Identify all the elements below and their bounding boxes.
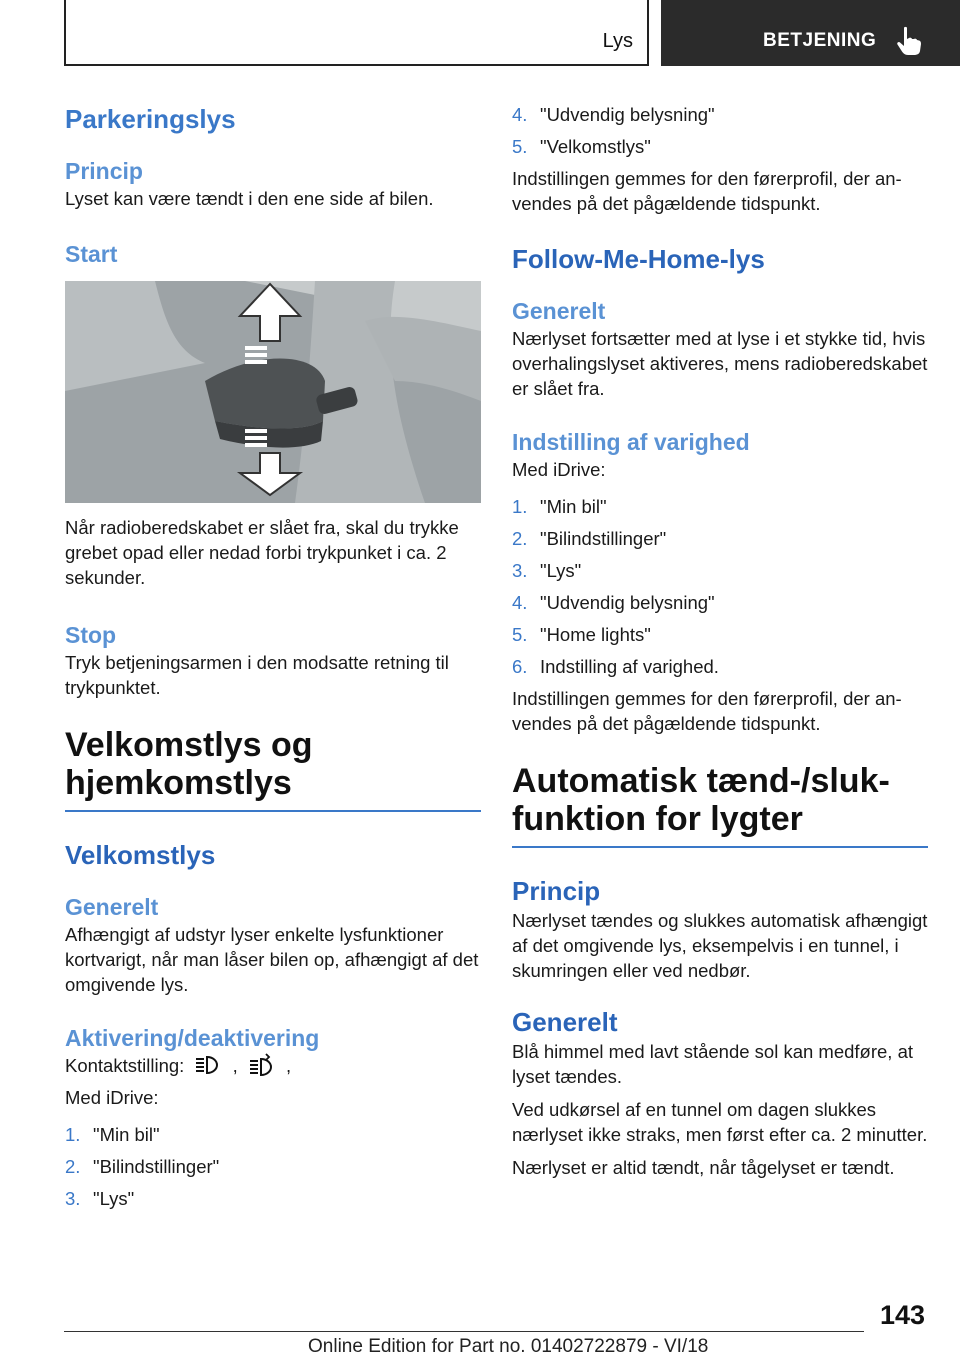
step-text: "Lys" (540, 560, 582, 581)
step-number: 6. (512, 656, 528, 677)
auto-generelt-text-1: Blå himmel med lavt stående sol kan medføre, at lyset tændes. (512, 1041, 914, 1087)
step-number: 1. (65, 1124, 81, 1145)
heading-generelt-fmh: Generelt (512, 298, 606, 324)
step-text: "Home lights" (540, 624, 651, 645)
steps-list-continued (512, 102, 928, 159)
step-text: "Min bil" (540, 496, 607, 517)
footer-edition: Online Edition for Part no. 01402722879 - VI/18 (308, 1336, 709, 1357)
heading-generelt: Generelt (65, 894, 159, 920)
stop-text: Tryk betjeningsarmen i den modsatte retning til trykpunktet. (65, 652, 449, 698)
heading-auto-line2: funktion for lygter (512, 800, 803, 838)
header-section-title: Lys (602, 30, 633, 52)
header-section-box (64, 0, 649, 66)
left-column (65, 102, 481, 1218)
list-item (512, 102, 928, 127)
step-text: "Lys" (93, 1188, 135, 1209)
list-item (65, 1154, 481, 1179)
auto-generelt-text-2: Ved udkørsel af en tunnel om dagen slukkes nærlyset ikke straks, men først efter ca. 2 minutter. (512, 1099, 928, 1145)
kontakt-sep-1: , (232, 1055, 238, 1076)
heading-automatisk-lygter (512, 762, 928, 848)
kontakt-sep-2: , (286, 1055, 292, 1076)
stalk-illustration (65, 281, 481, 503)
steps-list-left (65, 1122, 481, 1211)
heading-velkomst-line1: Velkomstlys og (65, 726, 313, 764)
stalk-illustration-drawing (65, 281, 481, 503)
fmh-generelt-text: Nærlyset fortsætter med at lyse i et stykke tid, hvis overhalingslyset aktiveres, mens radioberedskabet er slået fra. (512, 328, 928, 399)
step-number: 4. (512, 104, 528, 125)
saved-text-1: Indstillingen gemmes for den førerprofil, der anvendes på det pågældende tidspunkt. (512, 168, 902, 214)
saved-text-2: Indstillingen gemmes for den førerprofil, der anvendes på det pågældende tidspunkt. (512, 688, 902, 734)
step-number: 4. (512, 592, 528, 613)
kontakt-line (65, 1053, 481, 1078)
footer-divider (64, 1331, 864, 1332)
idrive-label-left: Med iDrive: (65, 1087, 159, 1108)
step-text: "Bilindstillinger" (540, 528, 667, 549)
list-item (512, 558, 928, 583)
step-text: "Udvendig belysning" (540, 104, 715, 125)
heading-princip-auto: Princip (512, 876, 601, 906)
step-text: "Min bil" (93, 1124, 160, 1145)
list-item (65, 1186, 481, 1211)
list-item (65, 1122, 481, 1147)
auto-generelt-text-3: Nærlyset er altid tændt, når tågelyset er tændt. (512, 1157, 895, 1178)
header-chapter-title: BETJENING (763, 30, 877, 51)
step-number: 3. (512, 560, 528, 581)
page-number: 143 (880, 1300, 926, 1330)
heading-parkeringslys: Parkeringslys (65, 104, 236, 134)
ignition-radio-icon (193, 1053, 223, 1077)
idrive-label-right: Med iDrive: (512, 459, 606, 480)
heading-princip: Princip (65, 158, 143, 184)
steps-list-right (512, 494, 928, 679)
ignition-on-icon (247, 1053, 277, 1077)
step-number: 1. (512, 496, 528, 517)
kontakt-label: Kontaktstilling: (65, 1055, 185, 1076)
step-number: 2. (512, 528, 528, 549)
generelt-text: Afhængigt af udstyr lyser enkelte lysfunktioner kortvarigt, når man låser bilen op, afhængigt af det omgivende lys. (65, 924, 479, 995)
list-item (512, 654, 928, 679)
list-item (512, 494, 928, 519)
step-text: "Udvendig belysning" (540, 592, 715, 613)
heading-velkomstlys-hjemkomstlys (65, 726, 481, 812)
right-column (512, 102, 928, 1180)
step-text: "Bilindstillinger" (93, 1156, 220, 1177)
heading-auto-line1: Automatisk tænd-/sluk- (512, 762, 890, 800)
list-item (512, 526, 928, 551)
heading-start: Start (65, 241, 118, 267)
pointing-hand-icon (896, 26, 922, 56)
step-number: 5. (512, 624, 528, 645)
princip-text: Lyset kan være tændt i den ene side af bilen. (65, 188, 434, 209)
heading-generelt-auto: Generelt (512, 1007, 618, 1037)
header-chapter-box (661, 0, 960, 66)
step-number: 5. (512, 136, 528, 157)
list-item (512, 622, 928, 647)
heading-aktivering: Aktivering/deaktivering (65, 1025, 320, 1051)
heading-follow-me-home: Follow-Me-Home-lys (512, 244, 765, 274)
list-item (512, 134, 928, 159)
list-item (512, 590, 928, 615)
heading-indstilling-varighed: Indstilling af varighed (512, 429, 750, 455)
heading-velkomst-line2: hjemkomstlys (65, 764, 292, 802)
auto-princip-text: Nærlyset tændes og slukkes automatisk afhængigt af det omgivende lys, eksempelvis i en tunnel, i skumringen eller ved nedbør. (512, 910, 928, 981)
step-number: 3. (65, 1188, 81, 1209)
start-text: Når radioberedskabet er slået fra, skal du trykke grebet opad eller nedad forbi trykpunket i ca. 2 sekunder. (65, 517, 459, 588)
heading-velkomstlys-sub: Velkomstlys (65, 840, 216, 870)
step-text: Indstilling af varighed. (540, 656, 719, 677)
step-number: 2. (65, 1156, 81, 1177)
heading-stop: Stop (65, 622, 117, 648)
step-text: "Velkomstlys" (540, 136, 651, 157)
